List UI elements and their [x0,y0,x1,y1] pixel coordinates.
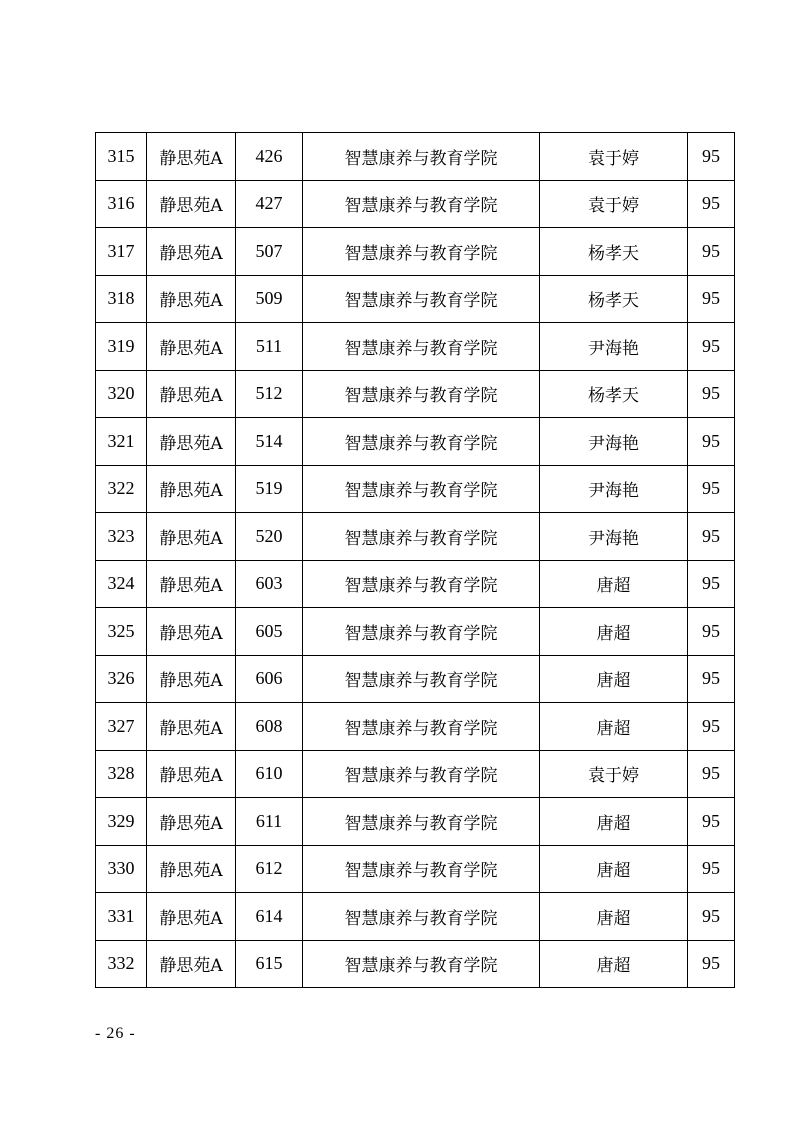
score-cell: 95 [688,655,735,703]
table-row [96,228,735,276]
row-index-cell: 331 [96,893,147,941]
building-cell: 静思苑A [147,275,236,323]
college-cell: 智慧康养与教育学院 [303,180,540,228]
teacher-cell: 杨孝天 [540,228,688,276]
score-cell: 95 [688,845,735,893]
building-cell: 静思苑A [147,750,236,798]
score-cell: 95 [688,180,735,228]
room-number-cell: 614 [236,893,303,941]
table-row [96,370,735,418]
row-index-cell: 324 [96,560,147,608]
room-number-cell: 520 [236,513,303,561]
table-row [96,418,735,466]
college-cell: 智慧康养与教育学院 [303,465,540,513]
room-number-cell: 606 [236,655,303,703]
row-index-cell: 318 [96,275,147,323]
table-row [96,560,735,608]
building-cell: 静思苑A [147,323,236,371]
score-cell: 95 [688,323,735,371]
building-cell: 静思苑A [147,798,236,846]
row-index-cell: 319 [96,323,147,371]
building-cell: 静思苑A [147,940,236,988]
teacher-cell: 尹海艳 [540,418,688,466]
table-row [96,703,735,751]
row-index-cell: 323 [96,513,147,561]
teacher-cell: 唐超 [540,655,688,703]
score-cell: 95 [688,513,735,561]
row-index-cell: 320 [96,370,147,418]
score-cell: 95 [688,798,735,846]
college-cell: 智慧康养与教育学院 [303,560,540,608]
building-cell: 静思苑A [147,228,236,276]
room-number-cell: 612 [236,845,303,893]
college-cell: 智慧康养与教育学院 [303,513,540,561]
teacher-cell: 唐超 [540,845,688,893]
teacher-cell: 杨孝天 [540,370,688,418]
teacher-cell: 袁于婷 [540,133,688,181]
table-row [96,180,735,228]
row-index-cell: 317 [96,228,147,276]
score-cell: 95 [688,465,735,513]
teacher-cell: 尹海艳 [540,465,688,513]
college-cell: 智慧康养与教育学院 [303,275,540,323]
building-cell: 静思苑A [147,465,236,513]
row-index-cell: 327 [96,703,147,751]
row-index-cell: 329 [96,798,147,846]
teacher-cell: 杨孝天 [540,275,688,323]
college-cell: 智慧康养与教育学院 [303,940,540,988]
college-cell: 智慧康养与教育学院 [303,750,540,798]
table-row [96,798,735,846]
table-row [96,655,735,703]
room-number-cell: 615 [236,940,303,988]
building-cell: 静思苑A [147,893,236,941]
college-cell: 智慧康养与教育学院 [303,893,540,941]
college-cell: 智慧康养与教育学院 [303,655,540,703]
teacher-cell: 袁于婷 [540,750,688,798]
table-row [96,893,735,941]
table-body [96,133,735,988]
room-number-cell: 507 [236,228,303,276]
table-row [96,513,735,561]
row-index-cell: 325 [96,608,147,656]
row-index-cell: 322 [96,465,147,513]
teacher-cell: 唐超 [540,608,688,656]
row-index-cell: 316 [96,180,147,228]
college-cell: 智慧康养与教育学院 [303,370,540,418]
score-cell: 95 [688,940,735,988]
dormitory-score-table [95,132,735,988]
room-number-cell: 426 [236,133,303,181]
row-index-cell: 321 [96,418,147,466]
score-cell: 95 [688,893,735,941]
table-row [96,323,735,371]
building-cell: 静思苑A [147,180,236,228]
room-number-cell: 610 [236,750,303,798]
college-cell: 智慧康养与教育学院 [303,228,540,276]
college-cell: 智慧康养与教育学院 [303,798,540,846]
table-row [96,940,735,988]
college-cell: 智慧康养与教育学院 [303,845,540,893]
building-cell: 静思苑A [147,370,236,418]
college-cell: 智慧康养与教育学院 [303,608,540,656]
building-cell: 静思苑A [147,608,236,656]
page-number: - 26 - [95,1025,136,1042]
building-cell: 静思苑A [147,418,236,466]
college-cell: 智慧康养与教育学院 [303,323,540,371]
building-cell: 静思苑A [147,655,236,703]
room-number-cell: 514 [236,418,303,466]
room-number-cell: 512 [236,370,303,418]
table-row [96,750,735,798]
college-cell: 智慧康养与教育学院 [303,418,540,466]
teacher-cell: 唐超 [540,893,688,941]
room-number-cell: 608 [236,703,303,751]
teacher-cell: 唐超 [540,940,688,988]
room-number-cell: 611 [236,798,303,846]
table-row [96,608,735,656]
building-cell: 静思苑A [147,133,236,181]
table-row [96,845,735,893]
score-cell: 95 [688,370,735,418]
dormitory-score-table-container [95,132,734,988]
room-number-cell: 603 [236,560,303,608]
row-index-cell: 328 [96,750,147,798]
teacher-cell: 唐超 [540,560,688,608]
room-number-cell: 605 [236,608,303,656]
score-cell: 95 [688,275,735,323]
teacher-cell: 唐超 [540,703,688,751]
score-cell: 95 [688,418,735,466]
building-cell: 静思苑A [147,845,236,893]
score-cell: 95 [688,703,735,751]
room-number-cell: 509 [236,275,303,323]
college-cell: 智慧康养与教育学院 [303,133,540,181]
teacher-cell: 唐超 [540,798,688,846]
table-row [96,133,735,181]
college-cell: 智慧康养与教育学院 [303,703,540,751]
score-cell: 95 [688,750,735,798]
room-number-cell: 427 [236,180,303,228]
row-index-cell: 326 [96,655,147,703]
score-cell: 95 [688,560,735,608]
building-cell: 静思苑A [147,513,236,561]
score-cell: 95 [688,228,735,276]
teacher-cell: 袁于婷 [540,180,688,228]
building-cell: 静思苑A [147,703,236,751]
table-row [96,275,735,323]
building-cell: 静思苑A [147,560,236,608]
score-cell: 95 [688,608,735,656]
teacher-cell: 尹海艳 [540,323,688,371]
teacher-cell: 尹海艳 [540,513,688,561]
room-number-cell: 519 [236,465,303,513]
row-index-cell: 330 [96,845,147,893]
row-index-cell: 315 [96,133,147,181]
room-number-cell: 511 [236,323,303,371]
score-cell: 95 [688,133,735,181]
row-index-cell: 332 [96,940,147,988]
table-row [96,465,735,513]
